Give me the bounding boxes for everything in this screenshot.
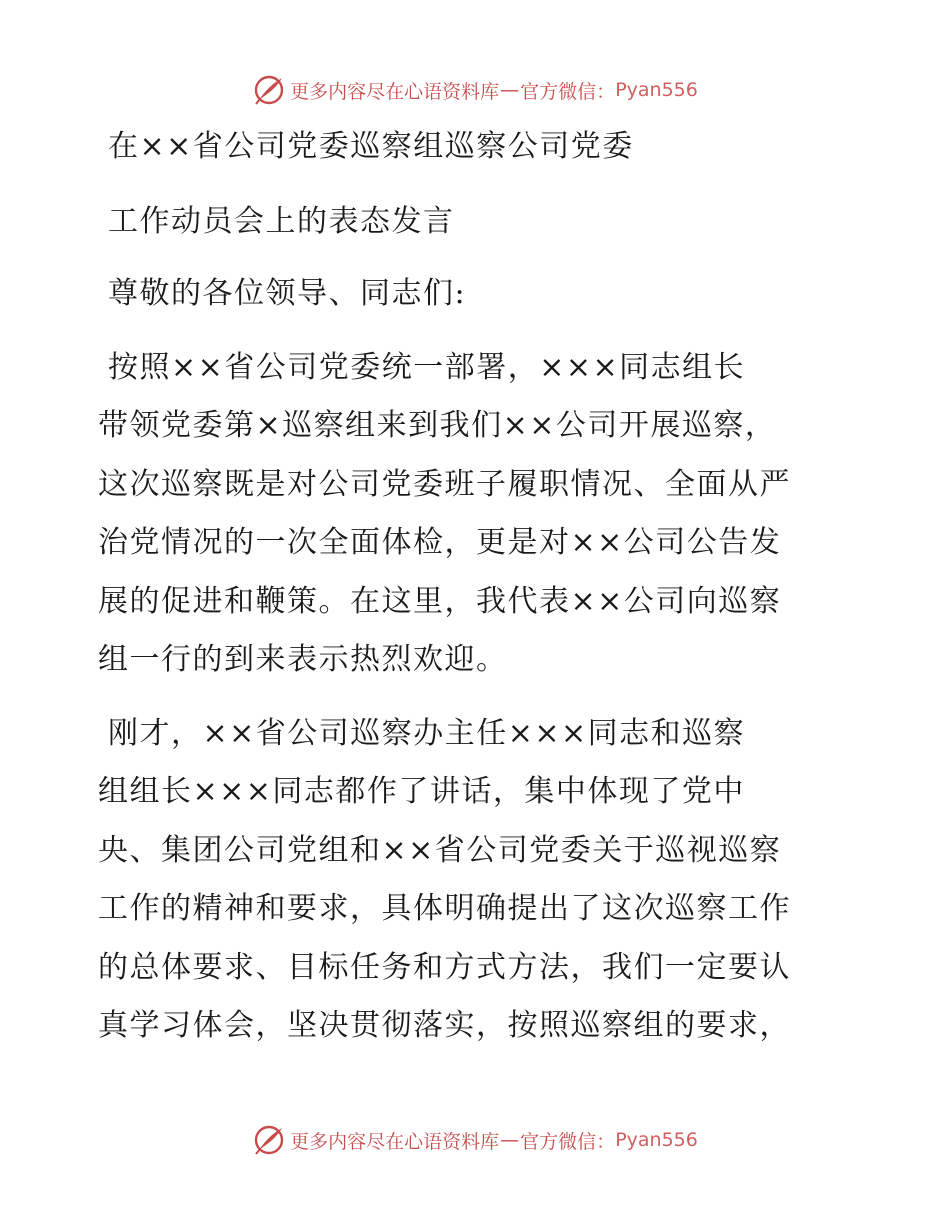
- paragraph-line: 刚才，××省公司巡察办主任×××同志和巡察: [108, 716, 746, 751]
- paragraph-line: 这次巡察既是对公司党委班子履职情况、全面从严: [98, 467, 791, 502]
- banner-text: 更多内容尽在心语资料库: [290, 80, 500, 103]
- banner-text: 更多内容尽在心语资料库: [290, 1130, 500, 1153]
- paragraph-line: 按照××省公司党委统一部署，×××同志组长: [108, 350, 746, 385]
- paragraph-line: 央、集团公司党组和××省公司党委关于巡视巡察: [98, 833, 782, 868]
- banner-separator: —: [500, 79, 520, 101]
- header-watermark-banner: [0, 70, 950, 110]
- paragraph-line: 治党情况的一次全面体检，更是对××公司公告发: [98, 525, 782, 560]
- banner-separator: —: [500, 1129, 520, 1151]
- paragraph-line: 工作的精神和要求，具体明确提出了这次巡察工作: [98, 891, 791, 926]
- feather-pen-circle-icon: [252, 1123, 286, 1157]
- salutation: 尊敬的各位领导、同志们:: [108, 276, 467, 311]
- banner-wechat-label: 官方微信：: [520, 1130, 616, 1153]
- title-line-1: 在××省公司党委巡察组巡察公司党委: [108, 129, 634, 164]
- banner-wechat-label: 官方微信：: [520, 80, 616, 103]
- banner-wechat-id: Pyan556: [615, 79, 698, 101]
- title-line-2: 工作动员会上的表态发言: [108, 204, 455, 239]
- paragraph-line: 真学习体会，坚决贯彻落实，按照巡察组的要求，: [98, 1008, 791, 1043]
- paragraph-line: 组一行的到来表示热烈欢迎。: [98, 642, 508, 677]
- paragraph-line: 展的促进和鞭策。在这里，我代表××公司向巡察: [98, 584, 782, 619]
- footer-watermark-banner: [0, 1120, 950, 1160]
- feather-pen-circle-icon: [252, 73, 286, 107]
- paragraph-line: 组组长×××同志都作了讲话，集中体现了党中: [98, 774, 745, 809]
- paragraph-line: 的总体要求、目标任务和方式方法，我们一定要认: [98, 950, 791, 985]
- paragraph-line: 带领党委第×巡察组来到我们××公司开展巡察，: [98, 408, 777, 443]
- banner-wechat-id: Pyan556: [615, 1129, 698, 1151]
